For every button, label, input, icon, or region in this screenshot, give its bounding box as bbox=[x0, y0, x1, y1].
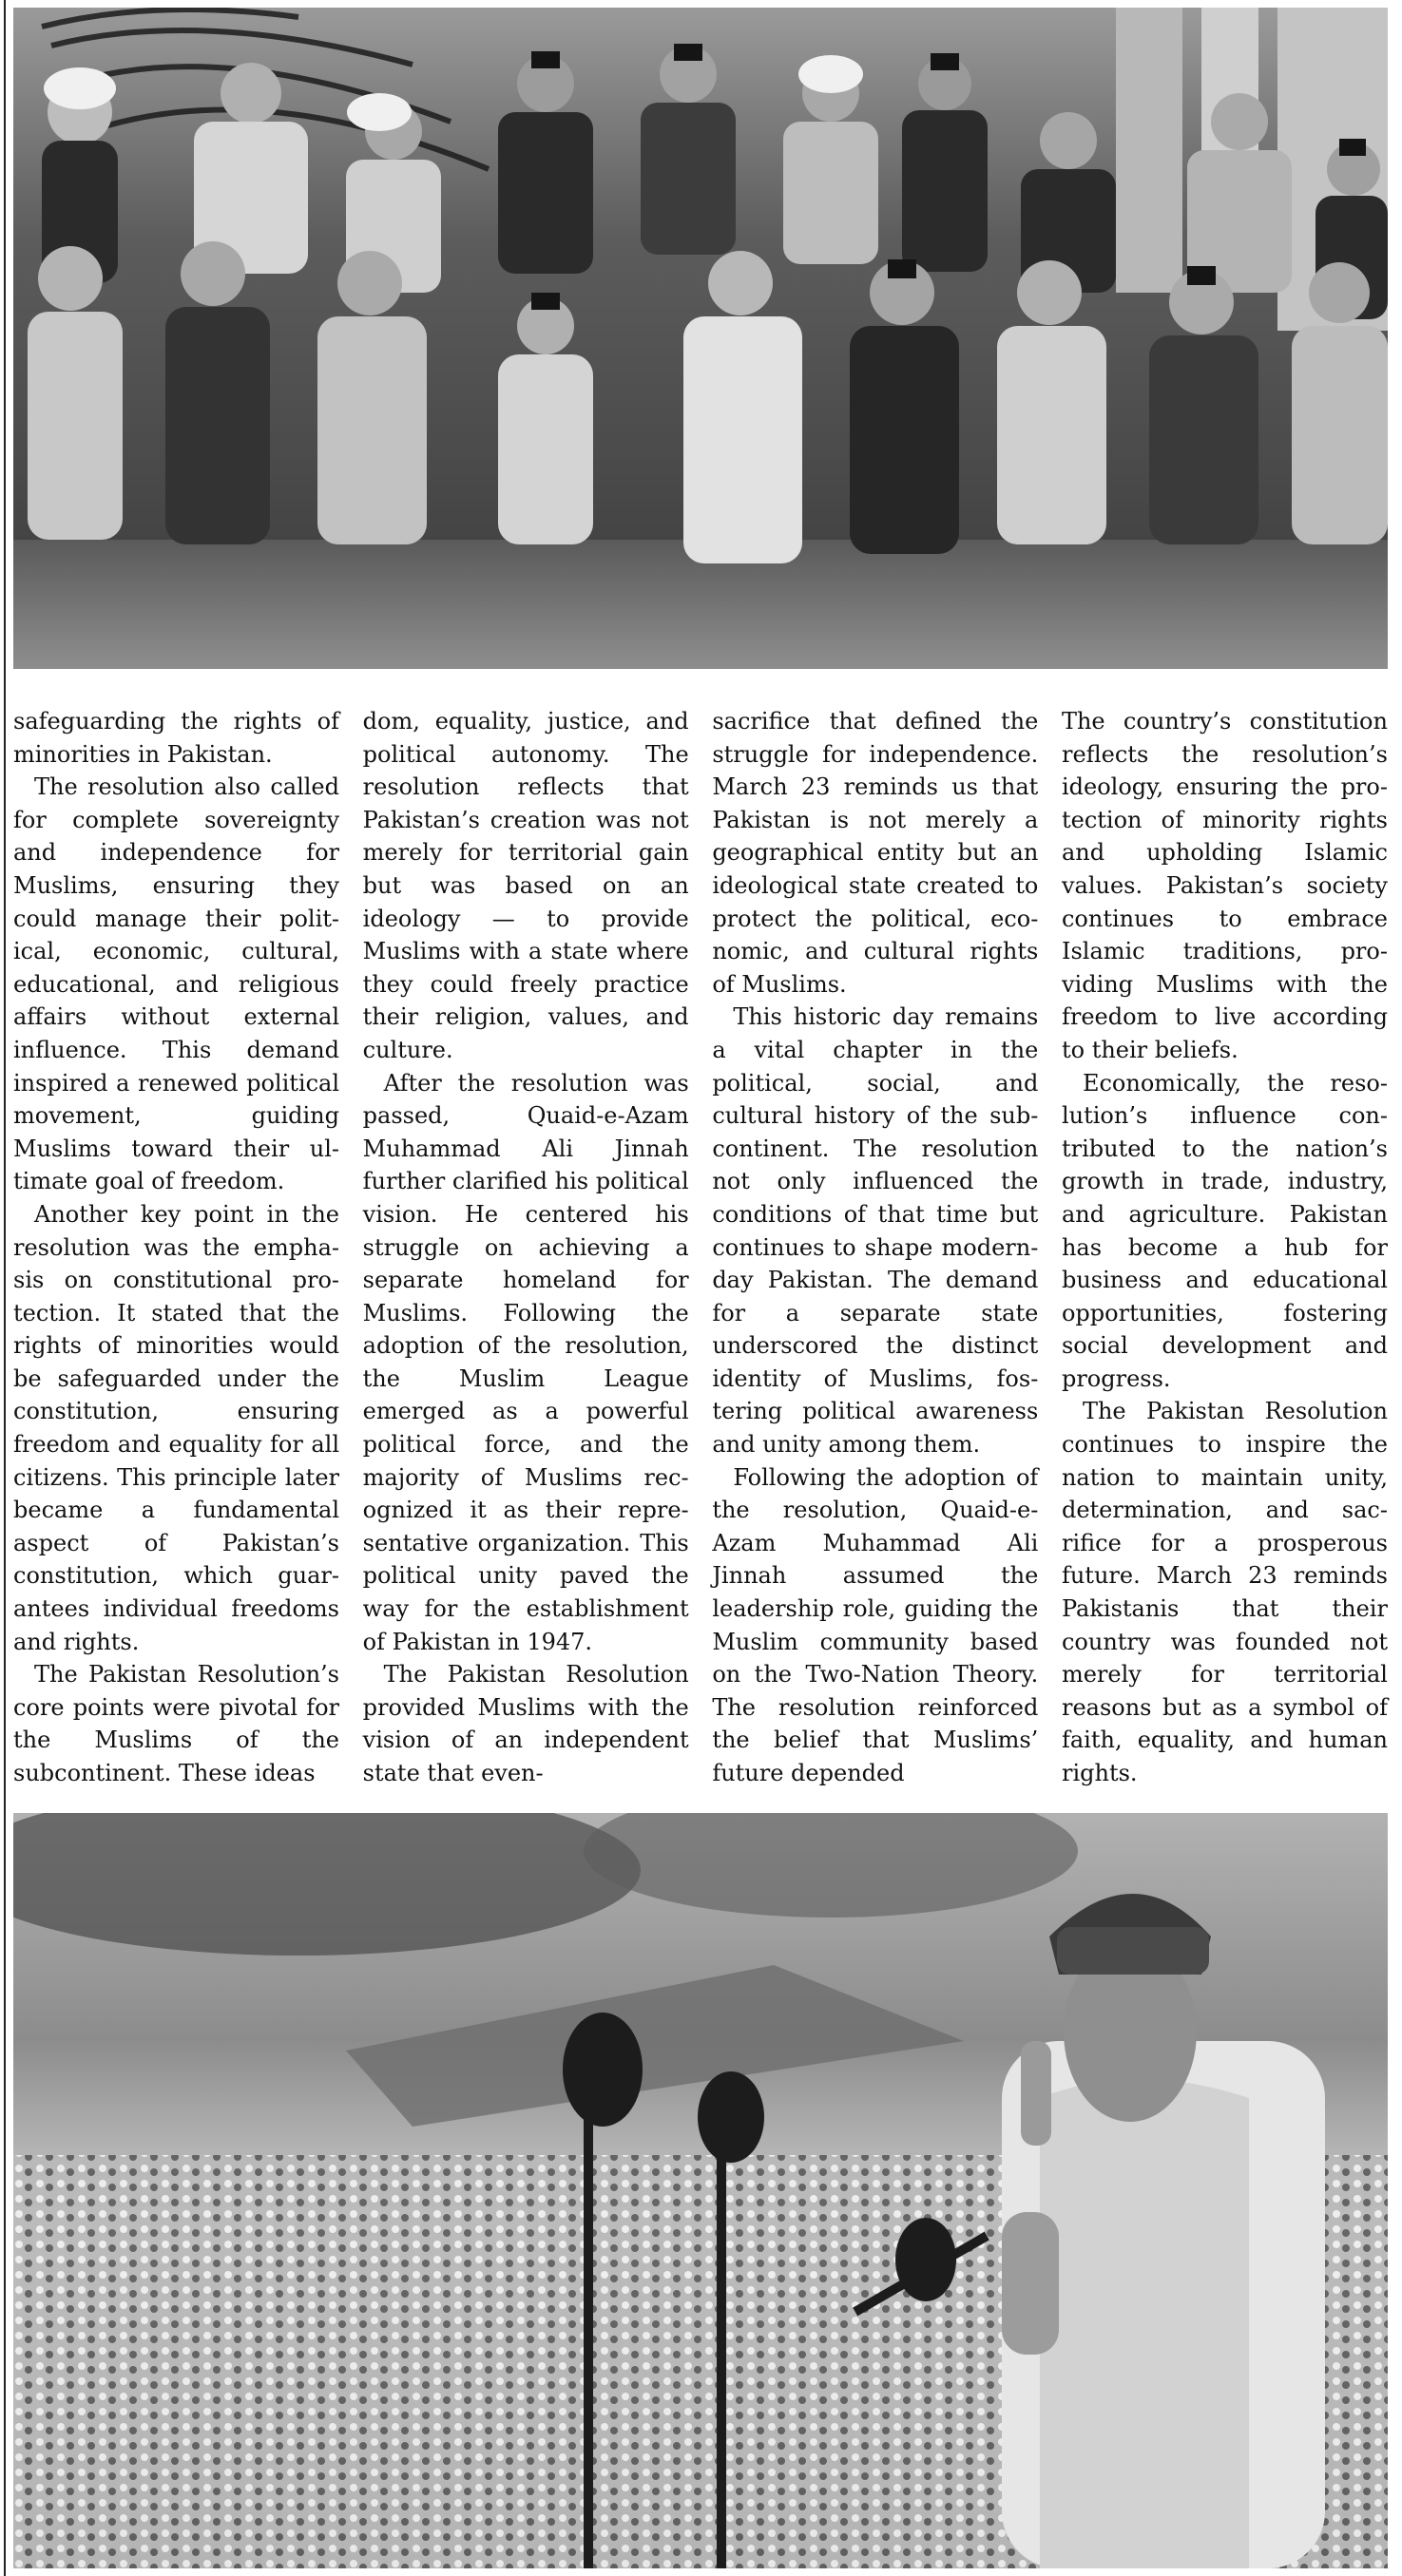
paragraph: Another key point in the resolution was the emphasis on constitutional protection. It stated that the rights of minorities would be safeguarded under the constitution, ensuring freedom and equality for all citizens. This principle later became a fundamental aspect of Pakistan’s constitution, which guarantees individual freedoms and rights. bbox=[13, 1200, 339, 1655]
paragraph: safeguarding the rights of minorities in Pakistan. bbox=[13, 708, 339, 768]
paragraph: The Pakistan Resolution’s core points were pivotal for the Muslims of the subcontinent. These ideas bbox=[13, 1661, 339, 1786]
paragraph: The Pakistan Resolution provided Muslims with the vision of an independent state that even- bbox=[362, 1661, 689, 1786]
article-column-2 bbox=[363, 705, 689, 1788]
paragraph: The Pakistan Resolution continues to inspire the nation to maintain unity, determination, and sacrifice for a prosperous future. March 23 reminds Pakistanis that their country was founded not merely for territorial reasons but as a symbol of faith, equality, and human rights. bbox=[1061, 1398, 1388, 1786]
paragraph: dom, equality, justice, and political autonomy. The resolution reflects that Pakistan’s creation was not merely for territorial gain but was based on an ideology — to provide Muslims with a state where they could freely practice their religion, values, and culture. bbox=[362, 708, 689, 1063]
paragraph: The resolution also called for complete sovereignty and independence for Muslims, ensuring they could manage their political, economic, cultural, educational, and religious affairs without external influence. This demand inspired a renewed political movement, guiding Muslims toward their ultimate goal of freedom. bbox=[13, 773, 339, 1195]
speech-photograph bbox=[13, 1813, 1388, 2568]
group-photograph bbox=[13, 8, 1388, 669]
article-column-1 bbox=[13, 705, 339, 1788]
paragraph: After the resolution was passed, Quaid-e-Azam Muhammad Ali Jinnah further clarified his political vision. He centered his struggle on achieving a separate homeland for Muslims. Following the adoption of the resolution, the Muslim League emerged as a powerful political force, and the majority of Muslims recognized it as their representative organization. This political unity paved the way for the establishment of Pakistan in 1947. bbox=[362, 1069, 689, 1655]
column-rule bbox=[4, 0, 6, 2576]
article-column-3 bbox=[712, 705, 1038, 1788]
paragraph: This historic day remains a vital chapter in the political, social, and cultural history of the subcontinent. The resolution not only influenced the conditions of that time but continues to shape modern-day Pakistan. The demand for a separate state underscored the distinct identity of Muslims, fostering political awareness and unity among them. bbox=[712, 1003, 1039, 1459]
speech-photo-illustration bbox=[13, 1813, 1388, 2568]
article-column-4 bbox=[1062, 705, 1388, 1788]
paragraph: Following the adoption of the resolution, Quaid-e-Azam Muhammad Ali Jinnah assumed the leadership role, guiding the Muslim community based on the Two-Nation Theory. The resolution reinforced the belief that Muslims’ future depended bbox=[712, 1463, 1039, 1786]
paragraph: Economically, the resolution’s influence contributed to the nation’s growth in trade, industry, and agriculture. Pakistan has become a hub for business and educational opportunities, fostering social development and progress. bbox=[1061, 1069, 1388, 1392]
paragraph: The country’s constitution reflects the resolution’s ideology, ensuring the protection of minority rights and upholding Islamic values. Pakistan’s society continues to embrace Islamic traditions, providing Muslims with the freedom to live according to their beliefs. bbox=[1061, 708, 1388, 1063]
group-photo-illustration bbox=[13, 8, 1388, 669]
paragraph: sacrifice that defined the struggle for independence. March 23 reminds us that Pakistan is not merely a geographical entity but an ideological state created to protect the political, economic, and cultural rights of Muslims. bbox=[712, 708, 1039, 998]
article-body bbox=[13, 705, 1388, 1788]
